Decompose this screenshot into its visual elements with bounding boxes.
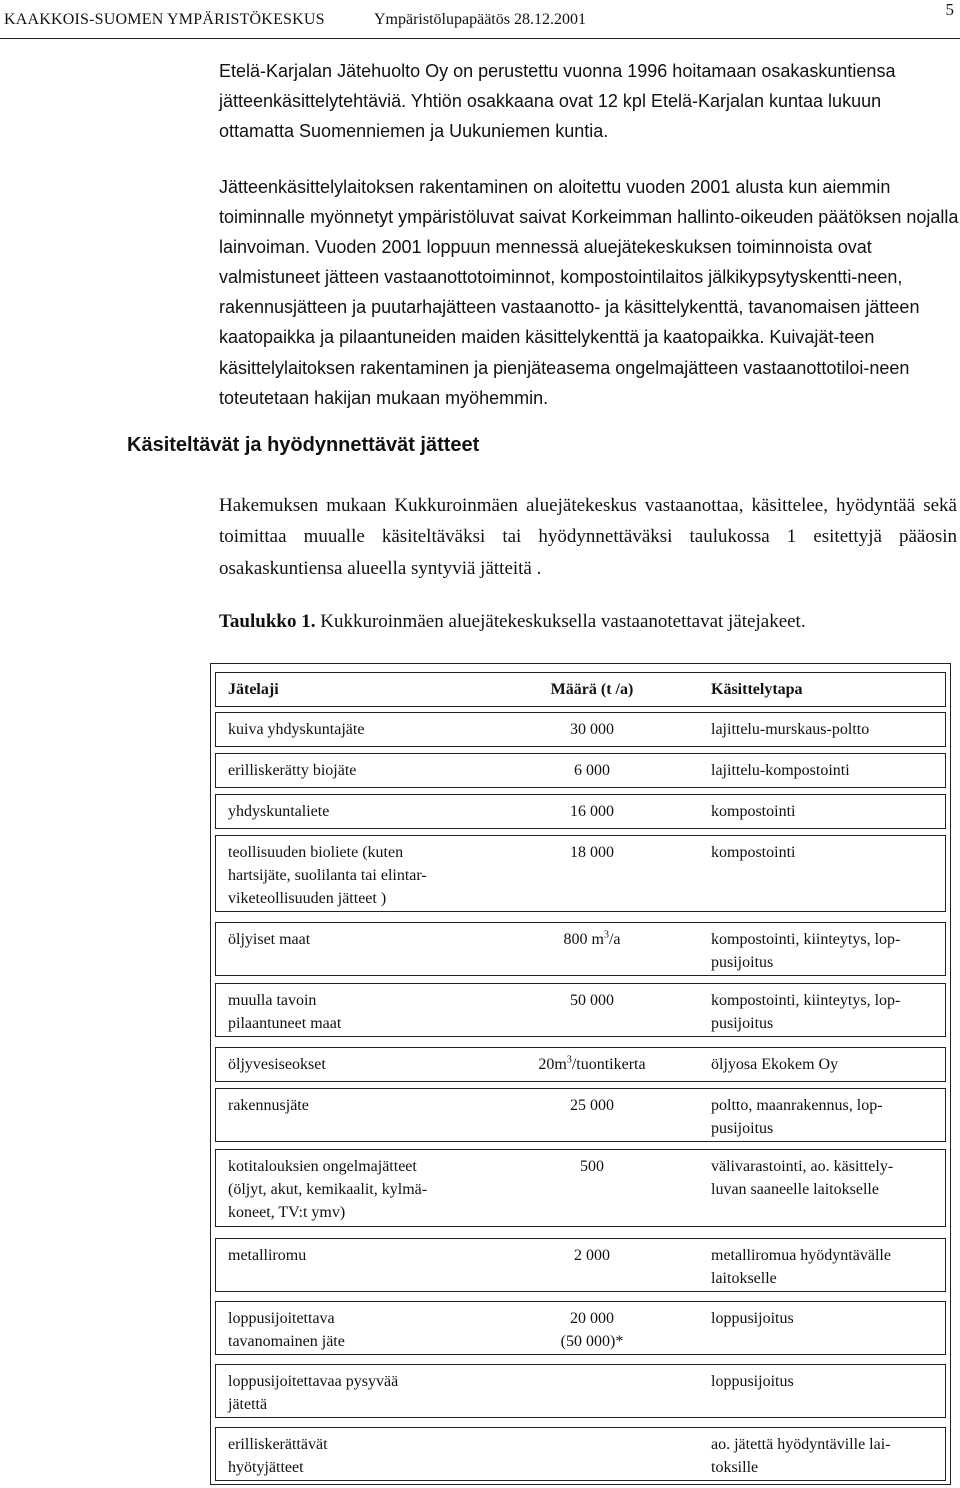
cell-line	[228, 718, 488, 741]
table-row	[215, 1301, 946, 1355]
amount-cell	[512, 1307, 672, 1353]
cell-line	[228, 1307, 488, 1330]
unit-suffix: /a	[608, 931, 621, 948]
cell-text: laitokselle	[711, 1270, 777, 1287]
table-row	[215, 922, 946, 976]
cell-line	[512, 928, 672, 951]
cell-text: ao. jätettä hyödyntäville lai-	[711, 1436, 891, 1453]
cell-line	[711, 1370, 943, 1393]
cell-line	[512, 1244, 672, 1267]
section-heading: Käsiteltävät ja hyödynnettävät jätteet	[127, 434, 480, 456]
amount-cell	[512, 800, 672, 823]
cell-text: hartsijäte, suolilanta tai elintar-	[228, 867, 427, 884]
cell-line	[228, 887, 488, 910]
waste-type-cell	[228, 1094, 488, 1117]
amount-cell	[512, 718, 672, 741]
table-row	[215, 1364, 946, 1418]
amount-cell	[512, 989, 672, 1012]
cell-line	[228, 1155, 488, 1178]
cell-line	[512, 1330, 672, 1353]
unit-superscript: 3	[603, 929, 609, 941]
cell-text: jätettä	[228, 1396, 268, 1413]
cell-line	[512, 1155, 672, 1178]
cell-text: 16 000	[570, 803, 614, 820]
cell-text: kotitalouksien ongelmajätteet	[228, 1158, 417, 1175]
cell-line	[512, 800, 672, 823]
unit-superscript: 3	[566, 1054, 572, 1066]
cell-text: metalliromu	[228, 1247, 307, 1264]
treatment-cell	[711, 928, 943, 974]
table-row	[215, 712, 946, 747]
cell-text: öljyosa Ekokem Oy	[711, 1056, 839, 1073]
cell-text: 6 000	[574, 762, 610, 779]
cell-line	[711, 1178, 943, 1201]
cell-line	[711, 800, 943, 823]
cell-text: koneet, TV:t ymv)	[228, 1204, 346, 1221]
waste-type-cell	[228, 1244, 488, 1267]
cell-line	[228, 928, 488, 951]
header-organization: KAAKKOIS-SUOMEN YMPÄRISTÖKESKUS	[4, 11, 325, 28]
cell-line	[228, 800, 488, 823]
cell-text: 20 000	[570, 1310, 614, 1327]
table-row	[215, 753, 946, 788]
cell-line	[228, 1178, 488, 1201]
cell-line	[228, 1433, 488, 1456]
cell-text: kuiva yhdyskuntajäte	[228, 721, 365, 738]
cell-text: yhdyskuntaliete	[228, 803, 330, 820]
waste-type-cell	[228, 718, 488, 741]
cell-text: loppusijoitus	[711, 1373, 794, 1390]
cell-line	[512, 718, 672, 741]
table-row	[215, 794, 946, 829]
cell-text: pusijoitus	[711, 1015, 774, 1032]
cell-text: 25 000	[570, 1097, 614, 1114]
cell-line	[228, 1393, 488, 1416]
cell-line	[228, 864, 488, 887]
waste-type-cell	[228, 841, 488, 910]
table-row	[215, 983, 946, 1037]
cell-text: öljyiset maat	[228, 931, 311, 948]
cell-line	[512, 759, 672, 782]
cell-text: teollisuuden bioliete (kuten	[228, 844, 404, 861]
treatment-cell	[711, 759, 943, 782]
cell-text: välivarastointi, ao. käsittely-	[711, 1158, 894, 1175]
cell-text: (öljyt, akut, kemikaalit, kylmä-	[228, 1181, 428, 1198]
waste-type-cell	[228, 989, 488, 1035]
cell-line	[228, 989, 488, 1012]
cell-line	[228, 1456, 488, 1479]
treatment-cell	[711, 800, 943, 823]
cell-line	[711, 1433, 943, 1456]
cell-text: viketeollisuuden jätteet )	[228, 890, 387, 907]
waste-type-cell	[228, 1433, 488, 1479]
header-rule	[0, 38, 960, 39]
treatment-cell	[711, 718, 943, 741]
cell-line	[228, 1244, 488, 1267]
paragraph-construction-status: Jätteenkäsittelylaitoksen rakentaminen on aloitettu vuoden 2001 alusta kun aiemmin toiminnalle myönnetyt ympäristöluvat saivat Korkeimman hallinto-oikeuden päätöksen nojalla lainvoiman. Vuoden 2001 loppuun mennessä aluejätekeskuksen toiminnoista ovat valmistuneet jätteen vastaanottotoiminnot, kompostointilaitos jälkikypsytyskentti-neen, rakennusjätteen ja puutarhajätteen vastaanotto- ja käsittelykenttä, tavanomaisen jätteen kaatopaikka ja pilaantuneiden maiden käsittelykenttä ja kaatopaikka. Kuivajät-teen käsittelylaitoksen rakentaminen ja pienjäteasema ongelmajätteen vastaanottotiloi-neen toteutetaan hakijan mukaan myöhemmin.	[219, 177, 959, 408]
cell-text: rakennusjäte	[228, 1097, 309, 1114]
cell-line	[711, 1267, 943, 1290]
treatment-cell	[711, 1307, 943, 1330]
paragraph-company-background: Etelä-Karjalan Jätehuolto Oy on perustettu vuonna 1996 hoitamaan osakaskuntiensa jätteenkäsittelytehtäviä. Yhtiön osakkaana ovat 12 kpl Etelä-Karjalan kuntaa lukuun ottamatta Suomenniemen ja Uukuniemen kuntia.	[219, 61, 896, 141]
cell-text: 18 000	[570, 844, 614, 861]
waste-type-cell	[228, 1155, 488, 1224]
cell-text: loppusijoitettavaa pysyvää	[228, 1373, 399, 1390]
paragraph-application-summary: Hakemuksen mukaan Kukkuroinmäen aluejätekeskus vastaanottaa, käsittelee, hyödyntää sekä toimittaa muualle käsiteltäväksi tai hyödynnettäväksi taulukossa 1 esitettyjä pääosin osakaskuntiensa alueella syntyviä jätteitä .	[219, 495, 957, 579]
cell-text: 800 m	[563, 931, 604, 948]
cell-line	[711, 1053, 943, 1076]
cell-text: muulla tavoin	[228, 992, 317, 1009]
waste-type-cell	[228, 759, 488, 782]
cell-text: (50 000)*	[560, 1333, 624, 1350]
table-row	[215, 1238, 946, 1292]
cell-text: loppusijoitus	[711, 1310, 794, 1327]
treatment-cell	[711, 1155, 943, 1201]
amount-cell	[512, 841, 672, 864]
column-header-treatment: Käsittelytapa	[711, 681, 803, 698]
table-caption-text: Kukkuroinmäen aluejätekeskuksella vastaanotettavat jätejakeet.	[315, 611, 806, 632]
waste-type-cell	[228, 928, 488, 951]
waste-type-cell	[228, 1307, 488, 1353]
cell-text: toksille	[711, 1459, 759, 1476]
cell-line	[228, 1330, 488, 1353]
cell-line	[228, 1053, 488, 1076]
cell-line	[711, 759, 943, 782]
cell-text: metalliromua hyödyntävälle	[711, 1247, 891, 1264]
cell-line	[711, 1094, 943, 1117]
cell-line	[228, 759, 488, 782]
cell-text: kompostointi, kiinteytys, lop-	[711, 992, 901, 1009]
table-caption-label: Taulukko 1.	[219, 611, 316, 632]
cell-text: 500	[580, 1158, 604, 1175]
cell-text: öljyvesiseokset	[228, 1056, 326, 1073]
waste-type-cell	[228, 800, 488, 823]
cell-text: pilaantuneet maat	[228, 1015, 342, 1032]
cell-line	[711, 1307, 943, 1330]
cell-line	[228, 1094, 488, 1117]
amount-cell	[512, 759, 672, 782]
amount-cell	[512, 1053, 672, 1076]
treatment-cell	[711, 1053, 943, 1076]
cell-line	[711, 951, 943, 974]
amount-cell	[512, 1155, 672, 1178]
treatment-cell	[711, 989, 943, 1035]
cell-text: 50 000	[570, 992, 614, 1009]
table-row	[215, 1427, 946, 1481]
cell-line	[512, 841, 672, 864]
cell-line	[512, 1053, 672, 1076]
cell-text: 20m	[538, 1056, 567, 1073]
cell-line	[512, 1307, 672, 1330]
cell-text: lajittelu-kompostointi	[711, 762, 850, 779]
cell-text: lajittelu-murskaus-poltto	[711, 721, 870, 738]
cell-line	[228, 1201, 488, 1224]
unit-suffix: /tuontikerta	[571, 1056, 646, 1073]
cell-text: poltto, maanrakennus, lop-	[711, 1097, 883, 1114]
table-row	[215, 1149, 946, 1227]
cell-line	[711, 841, 943, 864]
cell-line	[711, 1012, 943, 1035]
cell-text: kompostointi	[711, 844, 796, 861]
table-header-row	[215, 672, 946, 707]
treatment-cell	[711, 1094, 943, 1140]
cell-line	[512, 989, 672, 1012]
waste-type-cell	[228, 1053, 488, 1076]
cell-line	[228, 1012, 488, 1035]
amount-cell	[512, 1244, 672, 1267]
treatment-cell	[711, 1370, 943, 1393]
waste-type-cell	[228, 1370, 488, 1416]
table-caption	[219, 607, 959, 637]
cell-text: erilliskerättävät	[228, 1436, 328, 1453]
cell-text: tavanomainen jäte	[228, 1333, 345, 1350]
cell-line	[228, 841, 488, 864]
treatment-cell	[711, 841, 943, 864]
cell-text: pusijoitus	[711, 954, 774, 971]
cell-text: 2 000	[574, 1247, 610, 1264]
cell-text: kompostointi, kiinteytys, lop-	[711, 931, 901, 948]
table-row	[215, 835, 946, 912]
column-header-amount: Määrä (t /a)	[550, 681, 634, 698]
cell-text: luvan saaneelle laitokselle	[711, 1181, 879, 1198]
cell-line	[228, 1370, 488, 1393]
cell-line	[711, 989, 943, 1012]
cell-line	[512, 1094, 672, 1117]
cell-line	[711, 1456, 943, 1479]
cell-line	[711, 928, 943, 951]
cell-text: pusijoitus	[711, 1120, 774, 1137]
cell-line	[711, 1117, 943, 1140]
amount-cell	[512, 928, 672, 951]
cell-text: hyötyjätteet	[228, 1459, 304, 1476]
cell-line	[711, 718, 943, 741]
cell-line	[711, 1155, 943, 1178]
table-row	[215, 1088, 946, 1142]
table-row	[215, 1047, 946, 1082]
cell-text: loppusijoitettava	[228, 1310, 335, 1327]
cell-text: erilliskerätty biojäte	[228, 762, 357, 779]
treatment-cell	[711, 1244, 943, 1290]
treatment-cell	[711, 1433, 943, 1479]
page-number: 5	[945, 0, 954, 19]
cell-line	[711, 1244, 943, 1267]
header-decision-title: Ympäristölupapäätös 28.12.2001	[374, 11, 586, 28]
cell-text: kompostointi	[711, 803, 796, 820]
column-header-waste: Jätelaji	[228, 681, 279, 698]
amount-cell	[512, 1094, 672, 1117]
cell-text: 30 000	[570, 721, 614, 738]
